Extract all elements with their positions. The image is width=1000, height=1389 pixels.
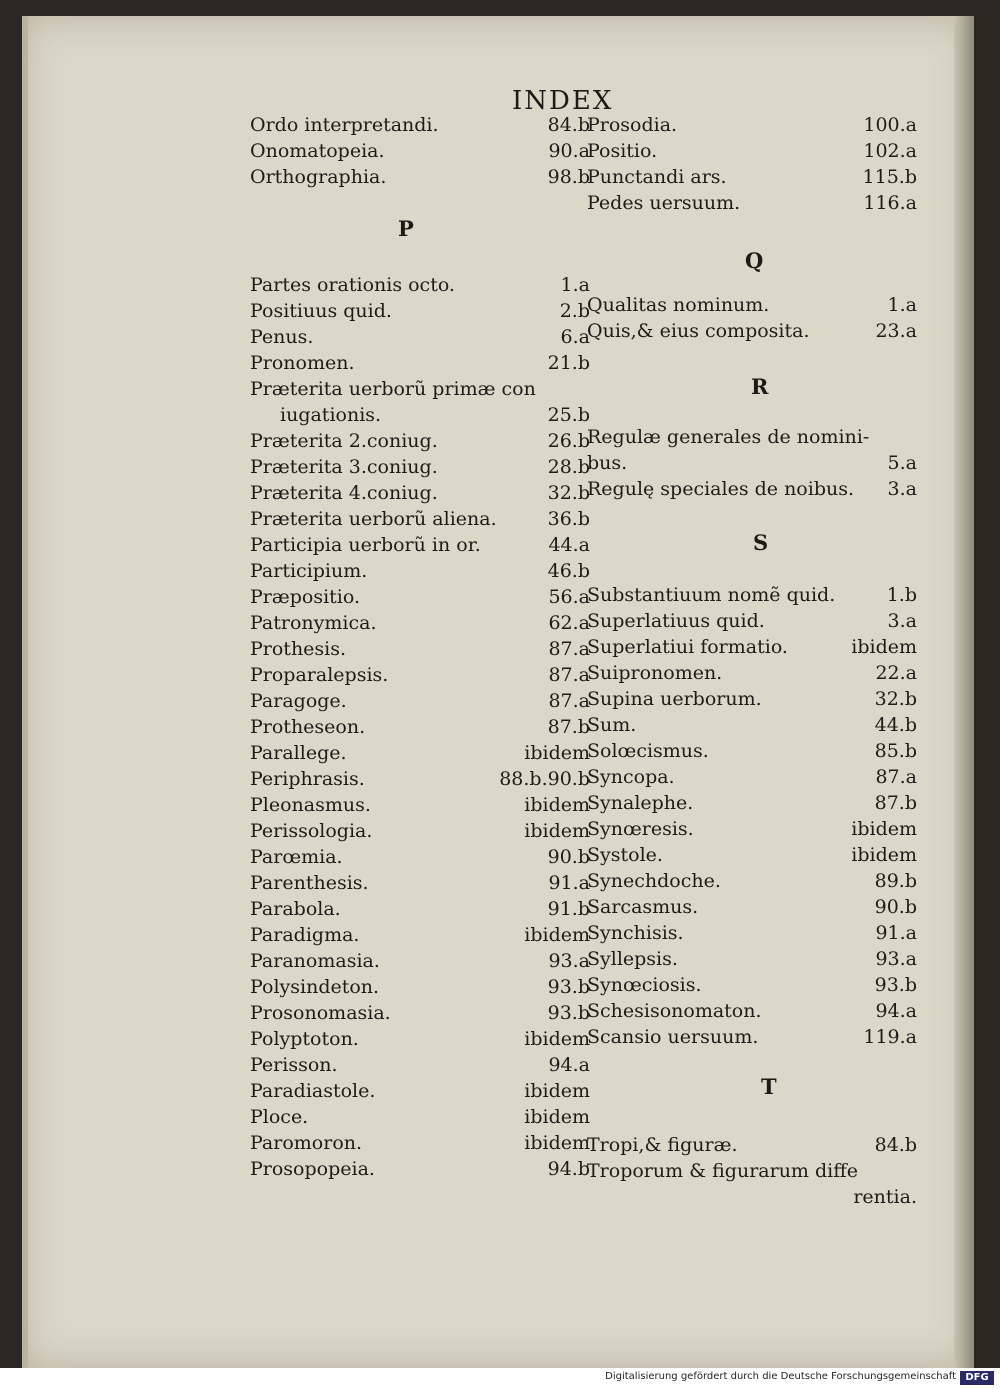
entry-term: Pleonasmus. (250, 794, 371, 816)
entry-page-ref: 87.a (548, 664, 590, 686)
entry-page-ref: 84.b (874, 1134, 917, 1156)
entry-term: Perisson. (250, 1054, 338, 1076)
entry-term: Sum. (587, 714, 637, 736)
entry-term: Syllepsis. (587, 948, 678, 970)
left-entry (250, 742, 590, 766)
entry-page-ref: 36.b (547, 508, 590, 530)
right-entry (587, 166, 917, 190)
entry-term: Parenthesis. (250, 872, 369, 894)
left-entry (250, 976, 590, 1000)
entry-term: Pedes uersuum. (587, 192, 741, 214)
section-letter-t: T (761, 1074, 777, 1099)
funding-credit: Digitalisierung gefördert durch die Deutsche Forschungsgemeinschaft (605, 1371, 956, 1382)
entry-page-ref: 87.a (548, 690, 590, 712)
entry-term: Prosonomasia. (250, 1002, 391, 1024)
entry-term: Præterita 4.coniug. (250, 482, 438, 504)
entry-term: Orthographia. (250, 166, 387, 188)
left-entry (250, 1002, 590, 1026)
left-entry (250, 924, 590, 948)
entry-term: Prothesis. (250, 638, 347, 660)
entry-page-ref: 87.b (547, 716, 590, 738)
entry-term: Regulæ generales de nomini- (587, 426, 870, 448)
left-entry (250, 482, 590, 506)
entry-page-ref: ibidem (524, 742, 590, 764)
entry-page-ref: 62.a (548, 612, 590, 634)
left-entry (250, 872, 590, 896)
entry-page-ref: 32.b (547, 482, 590, 504)
entry-term: Troporum & figurarum diffe (587, 1160, 858, 1182)
entry-page-ref: ibidem (524, 1132, 590, 1154)
entry-page-ref: 93.a (875, 948, 917, 970)
entry-page-ref: 90.a (548, 140, 590, 162)
right-entry (587, 870, 917, 894)
right-entry (587, 636, 917, 660)
left-entry (250, 612, 590, 636)
right-entry (587, 294, 917, 318)
entry-term: Regulę speciales de noibus. (587, 478, 855, 500)
left-entry (250, 560, 590, 584)
entry-page-ref: 91.b (547, 898, 590, 920)
left-entry (250, 274, 590, 298)
entry-term: Paragoge. (250, 690, 347, 712)
entry-term: Paradiastole. (250, 1080, 376, 1102)
left-entry (250, 794, 590, 818)
section-letter-r: R (751, 374, 769, 399)
left-entry (250, 508, 590, 532)
entry-page-ref: 87.a (875, 766, 917, 788)
right-entry (587, 766, 917, 790)
entry-page-ref: 85.b (874, 740, 917, 762)
entry-term: Synœresis. (587, 818, 694, 840)
right-entry (587, 896, 917, 920)
left-entry (250, 846, 590, 870)
entry-term: Prosodia. (587, 114, 678, 136)
entry-term: Punctandi ars. (587, 166, 727, 188)
left-entry (250, 690, 590, 714)
index-heading: INDEX (512, 86, 614, 116)
entry-page-ref: ibidem (524, 1106, 590, 1128)
left-entry (250, 950, 590, 974)
right-entry (587, 688, 917, 712)
section-letter-s: S (753, 530, 769, 555)
entry-page-ref: 1.a (560, 274, 590, 296)
right-entry (587, 818, 917, 842)
entry-page-ref: 115.b (862, 166, 917, 188)
entry-term: Præterita 2.coniug. (250, 430, 438, 452)
entry-page-ref: 22.a (875, 662, 917, 684)
right-entry (587, 714, 917, 738)
entry-page-ref: 23.a (875, 320, 917, 342)
footer-bar (0, 1368, 1000, 1389)
entry-page-ref: 84.b (547, 114, 590, 136)
entry-term: Proparalepsis. (250, 664, 389, 686)
left-entry (250, 456, 590, 480)
entry-page-ref: 91.a (548, 872, 590, 894)
left-entry (250, 1080, 590, 1104)
entry-term: Paranomasia. (250, 950, 380, 972)
entry-term: Penus. (250, 326, 314, 348)
left-entry (250, 638, 590, 662)
entry-term: Periphrasis. (250, 768, 365, 790)
entry-term: Præterita uerborũ aliena. (250, 508, 497, 530)
entry-term: Patronymica. (250, 612, 377, 634)
right-entry (587, 1160, 917, 1184)
left-entry (250, 352, 590, 376)
entry-term: Superlatiuus quid. (587, 610, 765, 632)
entry-page-ref: ibidem (524, 1028, 590, 1050)
dfg-logo: DFG (960, 1371, 994, 1385)
entry-term: Qualitas nominum. (587, 294, 770, 316)
entry-page-ref: 90.b (547, 846, 590, 868)
entry-term: Præpositio. (250, 586, 361, 608)
entry-page-ref: 3.a (887, 478, 917, 500)
right-entry (587, 320, 917, 344)
entry-page-ref: 100.a (863, 114, 917, 136)
entry-page-ref: 119.a (863, 1026, 917, 1048)
left-entry (250, 166, 590, 190)
left-entry (250, 1132, 590, 1156)
entry-page-ref: 26.b (547, 430, 590, 452)
section-letter-q: Q (745, 248, 764, 273)
entry-page-ref: 98.b (547, 166, 590, 188)
entry-page-ref: ibidem (851, 844, 917, 866)
entry-term: Partes orationis octo. (250, 274, 455, 296)
entry-page-ref: 1.b (886, 584, 917, 606)
entry-page-ref: ibidem (524, 820, 590, 842)
entry-term: Participium. (250, 560, 368, 582)
entry-page-ref: 21.b (547, 352, 590, 374)
entry-page-ref: 88.b.90.b (499, 768, 590, 790)
entry-page-ref: ibidem (851, 636, 917, 658)
page-edge-left (22, 16, 28, 1368)
entry-term: Solœcismus. (587, 740, 709, 762)
right-entry (587, 140, 917, 164)
entry-page-ref: 91.a (875, 922, 917, 944)
entry-term: Substantiuum nomẽ quid. (587, 584, 836, 606)
entry-page-ref: 102.a (863, 140, 917, 162)
entry-term: Paromoron. (250, 1132, 363, 1154)
right-entry (587, 192, 917, 216)
entry-term: Suipronomen. (587, 662, 723, 684)
entry-term: Protheseon. (250, 716, 366, 738)
left-entry (250, 140, 590, 164)
left-entry (250, 326, 590, 350)
entry-page-ref: ibidem (524, 1080, 590, 1102)
right-entry (587, 114, 917, 138)
left-entry (250, 430, 590, 454)
entry-term: Supina uerborum. (587, 688, 762, 710)
right-entry (587, 1186, 917, 1210)
entry-term: Schesisonomaton. (587, 1000, 762, 1022)
entry-term: Quis,& eius composita. (587, 320, 810, 342)
left-entry (250, 898, 590, 922)
entry-page-ref: 32.b (874, 688, 917, 710)
entry-page-ref: 93.b (547, 976, 590, 998)
entry-page-ref: 46.b (547, 560, 590, 582)
entry-page-ref: 56.a (548, 586, 590, 608)
right-entry (587, 662, 917, 686)
right-entry (587, 1000, 917, 1024)
entry-term: Ordo interpretandi. (250, 114, 439, 136)
entry-page-ref: 93.a (548, 950, 590, 972)
entry-term: Scansio uersuum. (587, 1026, 759, 1048)
entry-page-ref: rentia. (853, 1186, 917, 1208)
entry-term: Polysindeton. (250, 976, 380, 998)
left-entry (250, 664, 590, 688)
entry-page-ref: 1.a (887, 294, 917, 316)
entry-term: Synchisis. (587, 922, 684, 944)
right-entry (587, 1134, 917, 1158)
page-edge-right (954, 16, 974, 1368)
entry-page-ref: 44.a (548, 534, 590, 556)
left-entry (250, 300, 590, 324)
right-entry (587, 740, 917, 764)
entry-page-ref: 44.b (874, 714, 917, 736)
entry-page-ref: 87.a (548, 638, 590, 660)
entry-term: Parabola. (250, 898, 341, 920)
left-entry (250, 586, 590, 610)
book-page (22, 16, 974, 1368)
entry-term: Polyptoton. (250, 1028, 359, 1050)
entry-page-ref: ibidem (524, 924, 590, 946)
left-entry (250, 534, 590, 558)
right-entry (587, 974, 917, 998)
entry-term: Prosopopeia. (250, 1158, 375, 1180)
entry-term: Parallege. (250, 742, 347, 764)
right-entry (587, 844, 917, 868)
right-entry (587, 922, 917, 946)
entry-page-ref: 6.a (560, 326, 590, 348)
right-entry (587, 1026, 917, 1050)
entry-term: iugationis. (280, 404, 382, 426)
entry-page-ref: 116.a (863, 192, 917, 214)
entry-term: Systole. (587, 844, 663, 866)
entry-term: Paradigma. (250, 924, 360, 946)
entry-term: Ploce. (250, 1106, 309, 1128)
entry-term: Superlatiui formatio. (587, 636, 788, 658)
left-entry (250, 768, 590, 792)
entry-page-ref: 90.b (874, 896, 917, 918)
entry-term: Præterita 3.coniug. (250, 456, 438, 478)
left-entry (250, 716, 590, 740)
right-entry (587, 478, 917, 502)
entry-term: Positiuus quid. (250, 300, 392, 322)
entry-page-ref: 94.a (875, 1000, 917, 1022)
left-entry (250, 404, 590, 428)
entry-term: Onomatopeia. (250, 140, 385, 162)
entry-term: Præterita uerborũ primæ con (250, 378, 536, 400)
entry-term: Synechdoche. (587, 870, 721, 892)
entry-page-ref: 87.b (874, 792, 917, 814)
entry-term: Syncopa. (587, 766, 675, 788)
entry-page-ref: 3.a (887, 610, 917, 632)
entry-page-ref: 2.b (559, 300, 590, 322)
left-entry (250, 1158, 590, 1182)
left-entry (250, 820, 590, 844)
entry-term: Tropi,& figuræ. (587, 1134, 738, 1156)
entry-term: bus. (587, 452, 628, 474)
left-entry (250, 378, 590, 402)
entry-term: Positio. (587, 140, 658, 162)
entry-term: Sarcasmus. (587, 896, 699, 918)
left-entry (250, 1028, 590, 1052)
entry-page-ref: 5.a (887, 452, 917, 474)
entry-page-ref: 93.b (874, 974, 917, 996)
entry-page-ref: 25.b (547, 404, 590, 426)
entry-page-ref: 93.b (547, 1002, 590, 1024)
right-entry (587, 584, 917, 608)
entry-term: Synalephe. (587, 792, 694, 814)
right-entry (587, 792, 917, 816)
right-entry (587, 452, 917, 476)
entry-term: Perissologia. (250, 820, 373, 842)
entry-term: Parœmia. (250, 846, 343, 868)
section-letter-p: P (398, 216, 414, 241)
entry-page-ref: 94.b (547, 1158, 590, 1180)
left-entry (250, 1054, 590, 1078)
entry-term: Participia uerborũ in or. (250, 534, 481, 556)
entry-page-ref: 94.a (548, 1054, 590, 1076)
right-entry (587, 426, 917, 450)
entry-page-ref: ibidem (524, 794, 590, 816)
left-entry (250, 1106, 590, 1130)
right-entry (587, 948, 917, 972)
right-entry (587, 610, 917, 634)
entry-page-ref: ibidem (851, 818, 917, 840)
entry-term: Pronomen. (250, 352, 355, 374)
entry-page-ref: 89.b (874, 870, 917, 892)
left-entry (250, 114, 590, 138)
entry-page-ref: 28.b (547, 456, 590, 478)
entry-term: Synœciosis. (587, 974, 702, 996)
